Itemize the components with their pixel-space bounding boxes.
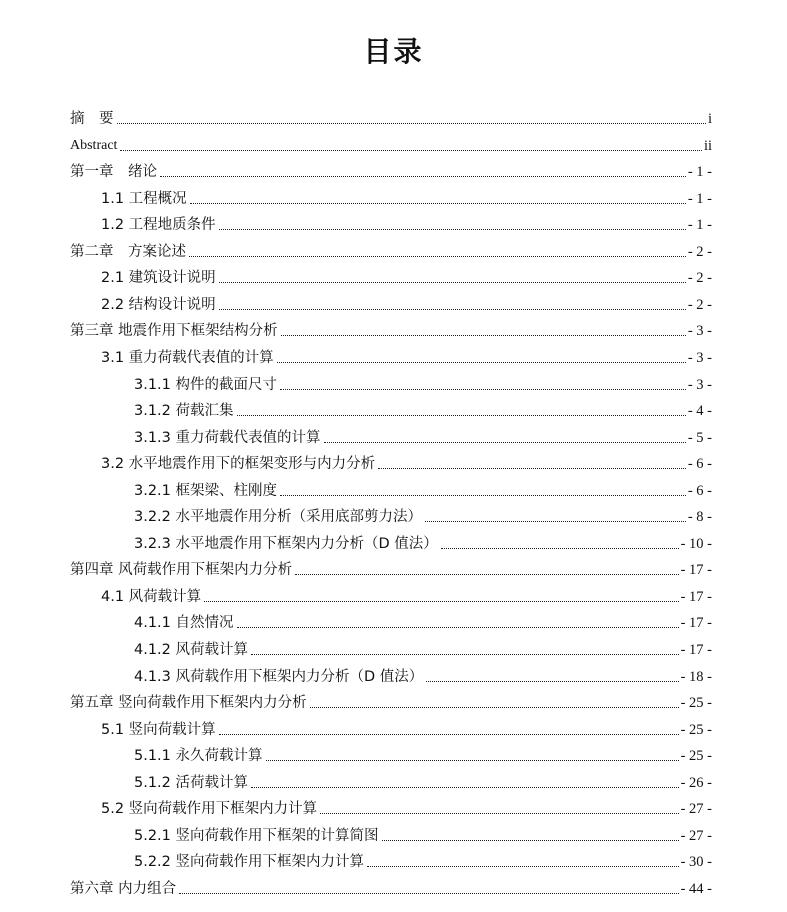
toc-entry-label: 4.1.1 自然情况: [134, 615, 234, 632]
toc-dot-leader: [426, 681, 678, 682]
toc-entry-label: 摘 要: [70, 111, 114, 127]
toc-entry-page-number: - 2 -: [687, 296, 712, 313]
toc-dot-leader: [324, 442, 686, 443]
toc-entry[interactable]: [70, 130, 712, 156]
toc-entry[interactable]: [70, 156, 712, 182]
toc-entry-label: 5.2.2 竖向荷载作用下框架内力计算: [134, 854, 365, 871]
toc-entry[interactable]: [134, 740, 712, 766]
toc-dot-leader: [425, 521, 686, 522]
toc-dot-leader: [189, 256, 686, 257]
toc-entry-page-number: - 10 -: [680, 535, 712, 552]
toc-entry-label: 第六章 内力组合: [70, 880, 177, 897]
page-title: 目录: [363, 35, 424, 68]
toc-entry-label: 3.1.3 重力荷载代表值的计算: [134, 429, 321, 446]
toc-dot-leader: [117, 123, 706, 124]
toc-entry[interactable]: [101, 262, 712, 288]
toc-entry-page-number: - 1 -: [687, 190, 712, 207]
toc-entry-label: 2.2 结构设计说明: [101, 296, 216, 313]
toc-entry[interactable]: [134, 661, 712, 687]
toc-dot-leader: [382, 840, 679, 841]
toc-dot-leader: [237, 627, 679, 628]
toc-dot-leader: [266, 760, 679, 761]
toc-entry[interactable]: [70, 873, 712, 899]
toc-dot-leader: [237, 415, 686, 416]
toc-entry-page-number: - 5 -: [687, 429, 712, 446]
toc-dot-leader: [320, 813, 678, 814]
toc-entry-page-number: - 27 -: [680, 827, 712, 844]
toc-entry-page-number: - 25 -: [680, 748, 712, 765]
toc-entry-page-number: - 4 -: [687, 403, 712, 420]
toc-entry-page-number: - 3 -: [687, 323, 712, 340]
toc-entry[interactable]: [101, 714, 712, 740]
toc-dot-leader: [179, 893, 678, 894]
toc-dot-leader: [281, 335, 686, 336]
toc-entry-page-number: - 18 -: [680, 668, 712, 685]
toc-dot-leader: [441, 548, 679, 549]
toc-entry-page-number: - 30 -: [680, 854, 712, 871]
toc-dot-leader: [251, 654, 679, 655]
toc-entry-page-number: - 1 -: [687, 164, 712, 181]
toc-entry-label: 5.2.1 竖向荷载作用下框架的计算简图: [134, 827, 379, 844]
toc-dot-leader: [120, 150, 702, 151]
toc-dot-leader: [295, 574, 678, 575]
toc-entry-label: 4.1.2 风荷载计算: [134, 642, 249, 658]
toc-entry-label: 第四章 风荷载作用下框架内力分析: [70, 562, 293, 579]
toc-entry[interactable]: [70, 315, 712, 341]
toc-entry-page-number: - 25 -: [680, 721, 712, 738]
toc-entry-label: 4.1 风荷载计算: [101, 588, 202, 605]
toc-entry[interactable]: [101, 289, 712, 315]
toc-entry[interactable]: [101, 448, 712, 474]
toc-dot-leader: [204, 601, 678, 602]
toc-entry-label: 5.1.2 活荷载计算: [134, 774, 249, 791]
toc-entry-label: 3.1 重力荷载代表值的计算: [101, 349, 274, 366]
toc-dot-leader: [280, 495, 686, 496]
toc-dot-leader: [219, 309, 686, 310]
toc-entry[interactable]: [101, 793, 712, 819]
toc-entry-page-number: - 3 -: [687, 376, 712, 393]
toc-entry-label: 5.2 竖向荷载作用下框架内力计算: [101, 801, 318, 818]
toc-entry-page-number: - 17 -: [680, 642, 712, 658]
toc-dot-leader: [310, 707, 679, 708]
toc-dot-leader: [219, 229, 686, 230]
toc-entry-page-number: - 17 -: [680, 615, 712, 632]
toc-entry-label: 3.2.2 水平地震作用分析（采用底部剪力法）: [134, 509, 423, 526]
toc-entry-label: 第五章 竖向荷载作用下框架内力分析: [70, 695, 307, 712]
toc-entry-label: 4.1.3 风荷载作用下框架内力分析（D 值法）: [134, 668, 424, 685]
toc-entry-label: Abstract: [70, 137, 118, 153]
toc-entry-page-number: - 44 -: [680, 880, 712, 897]
toc-entry[interactable]: [101, 209, 712, 235]
toc-dot-leader: [251, 787, 679, 788]
toc-entry-label: 2.1 建筑设计说明: [101, 270, 216, 287]
toc-dot-leader: [280, 389, 686, 390]
toc-dot-leader: [277, 362, 686, 363]
toc-entry-page-number: - 25 -: [680, 695, 712, 712]
toc-entry-page-number: - 6 -: [687, 456, 712, 473]
toc-entry[interactable]: [101, 581, 712, 607]
toc-entry[interactable]: [70, 554, 712, 580]
toc-entry-page-number: i: [707, 111, 712, 127]
toc-entry[interactable]: [134, 395, 712, 421]
toc-entry[interactable]: [101, 342, 712, 368]
toc-entry-page-number: - 6 -: [687, 482, 712, 499]
toc-entry[interactable]: [134, 475, 712, 501]
toc-entry-page-number: - 17 -: [680, 588, 712, 605]
toc-dot-leader: [367, 866, 679, 867]
toc-entry-page-number: - 2 -: [687, 270, 712, 287]
toc-entry[interactable]: [134, 634, 712, 660]
toc-entry[interactable]: [134, 767, 712, 793]
toc-entry[interactable]: [134, 607, 712, 633]
toc-entry[interactable]: [70, 687, 712, 713]
toc-entry-label: 3.1.2 荷载汇集: [134, 403, 234, 420]
toc-entry-page-number: - 17 -: [680, 562, 712, 579]
toc-entry-label: 3.2.3 水平地震作用下框架内力分析（D 值法）: [134, 535, 438, 552]
toc-entry[interactable]: [134, 820, 712, 846]
toc-dot-leader: [190, 203, 686, 204]
toc-entry-label: 5.1 竖向荷载计算: [101, 721, 216, 738]
toc-dot-leader: [219, 734, 679, 735]
toc-entry[interactable]: [70, 103, 712, 129]
toc-entry[interactable]: [101, 183, 712, 209]
toc-entry-page-number: - 27 -: [680, 801, 712, 818]
toc-entry-page-number: - 3 -: [687, 349, 712, 366]
toc-entry-page-number: - 26 -: [680, 774, 712, 791]
toc-dot-leader: [378, 468, 686, 469]
toc-entry[interactable]: [134, 369, 712, 395]
toc-dot-leader: [160, 176, 686, 177]
toc-entry[interactable]: [134, 528, 712, 554]
toc-entry-label: 1.2 工程地质条件: [101, 217, 216, 234]
toc-dot-leader: [219, 282, 686, 283]
toc-entry-label: 5.1.1 永久荷载计算: [134, 748, 263, 765]
toc-entry-page-number: - 2 -: [687, 243, 712, 260]
toc-entry[interactable]: [134, 422, 712, 448]
toc-entry-label: 3.2 水平地震作用下的框架变形与内力分析: [101, 456, 376, 473]
toc-entry-label: 3.1.1 构件的截面尺寸: [134, 376, 278, 393]
toc-entry-label: 3.2.1 框架梁、柱刚度: [134, 482, 278, 499]
toc-entry[interactable]: [134, 846, 712, 872]
toc-entry-label: 第一章 绪论: [70, 164, 157, 181]
toc-entry-page-number: ii: [703, 137, 712, 154]
toc-entry[interactable]: [70, 236, 712, 262]
toc-entry-page-number: - 8 -: [687, 509, 712, 526]
toc-entry-label: 第二章 方案论述: [70, 243, 186, 260]
toc-entry-label: 第三章 地震作用下框架结构分析: [70, 323, 278, 340]
toc-entry-page-number: - 1 -: [687, 217, 712, 234]
toc-entry[interactable]: [134, 501, 712, 527]
toc-entry-label: 1.1 工程概况: [101, 190, 187, 207]
